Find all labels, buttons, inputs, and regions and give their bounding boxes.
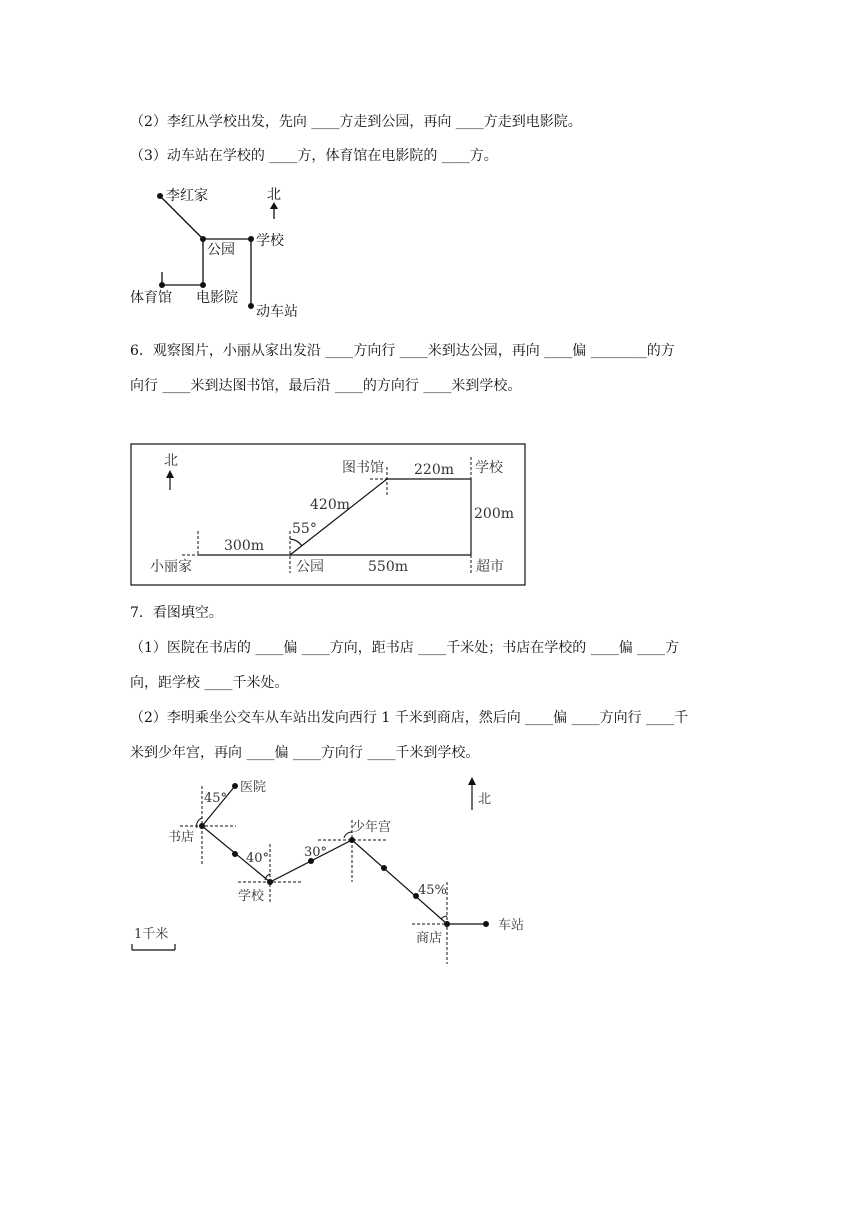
- label-station: 车站: [498, 918, 525, 933]
- label-shop: 商店: [416, 931, 443, 946]
- lihong-home-dot: [157, 193, 163, 199]
- label-park: 公园: [207, 242, 235, 258]
- label-palace: 少年宫: [352, 820, 392, 835]
- label-lihong-home: 李红家: [166, 188, 208, 204]
- station-dot: [483, 921, 489, 927]
- label-dist-park-market: 550m: [368, 559, 408, 575]
- label-north: 北: [478, 792, 492, 807]
- q6-map: [130, 443, 530, 589]
- q7-part2-line1: （2）李明乘坐公交车从车站出发向西行 1 千米到商店，然后向 ____偏 ____方向行 ____千: [130, 710, 689, 726]
- cinema-dot: [200, 282, 206, 288]
- label-library: 图书馆: [342, 460, 384, 476]
- label-angle-school: 40°: [246, 851, 270, 866]
- label-angle-hospital: 45°: [204, 791, 228, 806]
- label-angle-55: 55°: [292, 521, 317, 537]
- q7-part1-line1: （1）医院在书店的 ____偏 ____方向，距书店 ____千米处；书店在学校的 ____偏 ____方: [130, 640, 680, 656]
- q5-part3-text: （3）动车站在学校的 ____方，体育馆在电影院的 ____方。: [130, 148, 498, 164]
- route-dot: [381, 865, 387, 871]
- label-market: 超市: [476, 559, 504, 575]
- label-train-station: 动车站: [256, 304, 298, 320]
- shop-dot: [444, 921, 450, 927]
- north-arrow-icon: [468, 777, 476, 785]
- school-dot: [267, 879, 273, 885]
- label-angle-palace: 30°: [304, 845, 328, 860]
- label-bookstore: 书店: [168, 830, 195, 845]
- label-school: 学校: [238, 889, 265, 904]
- q7-title: 7．看图填空。: [130, 605, 223, 621]
- label-dist-school-market: 200m: [474, 506, 514, 522]
- label-dist-home-park: 300m: [224, 538, 264, 554]
- label-school: 学校: [475, 460, 503, 476]
- label-hospital: 医院: [240, 780, 267, 795]
- route-dot: [232, 851, 238, 857]
- school-dot: [248, 236, 254, 242]
- label-gym: 体育馆: [130, 290, 172, 306]
- hospital-dot: [232, 783, 238, 789]
- train-station-dot: [248, 303, 254, 309]
- north-arrow-icon: [270, 202, 278, 209]
- label-scale: 1千米: [134, 927, 169, 942]
- label-dist-library-school: 220m: [414, 462, 454, 478]
- label-school: 学校: [256, 233, 284, 249]
- label-cinema: 电影院: [196, 290, 238, 306]
- label-north: 北: [164, 453, 178, 469]
- q6-text-line1: 6．观察图片，小丽从家出发沿 ____方向行 ____米到达公园，再向 ____偏 ________的方: [130, 343, 675, 359]
- palace-dot: [349, 837, 355, 843]
- gym-dot: [159, 282, 165, 288]
- q7-part1-line2: 向，距学校 ____千米处。: [130, 675, 289, 691]
- q5-part2-text: （2）李红从学校出发，先向 ____方走到公园，再向 ____方走到电影院。: [130, 114, 582, 130]
- north-arrow-icon: [166, 470, 174, 478]
- q5-map: [120, 178, 320, 328]
- bookstore-dot: [199, 823, 205, 829]
- q6-text-line2: 向行 ____米到达图书馆，最后沿 ____的方向行 ____米到学校。: [130, 378, 522, 394]
- park-dot: [200, 236, 206, 242]
- q7-map: [120, 772, 540, 972]
- label-north: 北: [267, 187, 281, 203]
- label-dist-park-library: 420m: [310, 497, 350, 513]
- label-angle-shop: 45%: [418, 883, 447, 898]
- label-park: 公园: [296, 559, 324, 575]
- q7-part2-line2: 米到少年宫，再向 ____偏 ____方向行 ____千米到学校。: [130, 745, 480, 761]
- label-home: 小丽家: [150, 559, 192, 575]
